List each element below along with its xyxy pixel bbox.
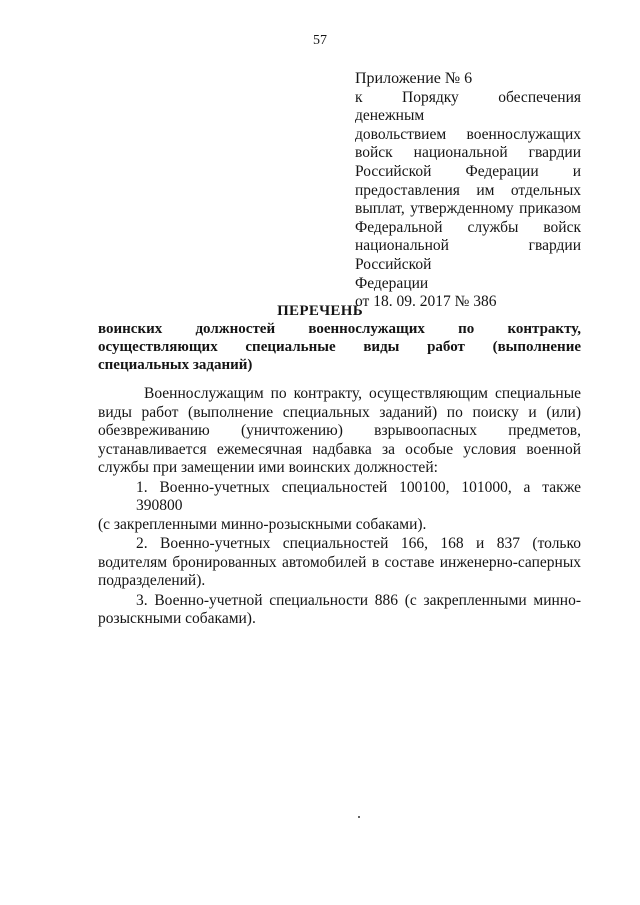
intro-paragraph <box>98 385 581 478</box>
appendix-line: войск национальной гвардии <box>355 144 581 162</box>
appendix-line: Федеральной службы войск <box>355 218 581 236</box>
body-line: Военнослужащим по контракту, осуществляющим специальные <box>144 385 581 402</box>
subtitle-line: воинских должностей военнослужащих по контракту, <box>98 321 581 337</box>
body-line: виды работ (выполнение специальных заданий) по поиску и (или) <box>98 403 581 421</box>
subtitle-line: специальных заданий) <box>98 357 253 373</box>
body-line: 3. Военно-учетной специальности 886 (с закрепленными минно- <box>136 591 581 609</box>
body-line: службы при замещении ими воинских должностей: <box>98 459 438 476</box>
body-line: водителям бронированных автомобилей в составе инженерно-саперных <box>98 553 581 571</box>
list-item <box>98 592 581 629</box>
appendix-header <box>355 70 581 312</box>
body-line: 1. Военно-учетных специальностей 100100, 101000, а также 390800 <box>136 478 581 514</box>
appendix-line: предоставления им отдельных <box>355 181 581 199</box>
body-line: подразделений). <box>98 572 206 589</box>
page-number: 57 <box>313 33 327 48</box>
appendix-line: к Порядку обеспечения денежным <box>355 88 581 125</box>
subtitle-line: осуществляющих специальные виды работ (выполнение <box>98 339 581 355</box>
body-line: (с закрепленными минно-розыскными собаками). <box>98 515 427 533</box>
document-title: ПЕРЕЧЕНЬ <box>277 303 363 319</box>
appendix-line: Федерации <box>355 274 429 292</box>
list-item <box>98 479 581 535</box>
appendix-line: Российской Федерации и <box>355 162 581 180</box>
body-line: 2. Военно-учетных специальностей 166, 168 и 837 (только <box>136 535 581 552</box>
appendix-line: довольствием военнослужащих <box>355 125 581 143</box>
list-item <box>98 535 581 591</box>
appendix-line: выплат, утвержденному приказом <box>355 200 581 218</box>
document-body <box>98 385 581 629</box>
appendix-line: национальной гвардии Российской <box>355 237 581 273</box>
document-subtitle <box>98 320 581 374</box>
appendix-date-line: от 18. 09. 2017 № 386 <box>355 293 497 311</box>
body-line: розыскными собаками). <box>98 610 256 627</box>
body-line: устанавливается ежемесячная надбавка за особые условия военной <box>98 440 581 458</box>
appendix-line: Приложение № 6 <box>355 70 473 87</box>
scan-dot-mark <box>358 816 360 818</box>
body-line: обезвреживанию (уничтожению) взрывоопасных предметов, <box>98 422 581 439</box>
